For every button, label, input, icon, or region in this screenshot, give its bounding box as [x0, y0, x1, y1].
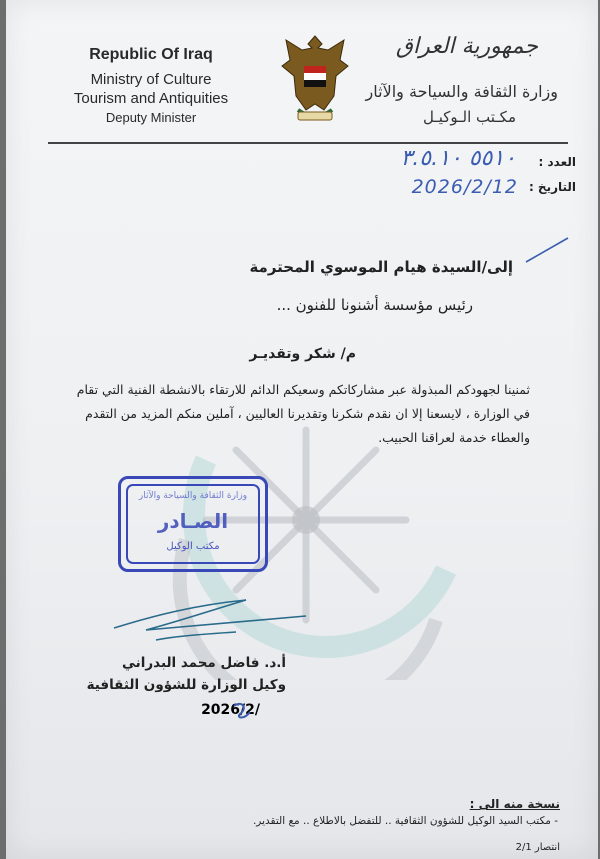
outgoing-stamp [118, 476, 268, 572]
stamp-ministry-text: وزارة الثقافة والسياحة والآثار [138, 491, 248, 501]
letter-subject: م/ شكر وتقديـر [249, 346, 356, 362]
stamp-office-text: مكتب الوكيل [166, 541, 220, 552]
copy-to-item: - مكتب السيد الوكيل للشؤون الثقافية .. للتفضل بالاطلاع .. مع التقدير. [252, 815, 558, 827]
page-number: انتصار 2/1 [515, 842, 560, 853]
header-country-ar: جمهورية العراق [395, 34, 538, 59]
header-divider [48, 142, 568, 144]
recipient-title: رئيس مؤسسة أشنونا للفنون ... [276, 296, 473, 314]
signature-date: 2026/2/ [201, 702, 260, 718]
signatory-name: أ.د. فاضل محمد البدراني [122, 655, 286, 671]
letter-date: 2026/2/12 [411, 176, 518, 198]
signatory-title: وكيل الوزارة للشؤون الثقافية [86, 677, 286, 693]
document-page [6, 0, 598, 859]
stamp-outgoing-text: الصـادر [157, 509, 229, 533]
header-ministry-ar: وزارة الثقافة والسياحة والآثار [365, 82, 558, 101]
letter-body: ثمنينا لجهودكم المبذولة عبر مشاركاتكم وسعيكم الدائم للارتقاء بالانشطة الفنية التي تقام في الوزارة ، لايسعنا إلا ان نقدم شكرنا وتقديرنا العاليين ، آملين منكم المزيد من التقدم والعطاء خدمة لعراقنا الحبيب. [76, 382, 530, 445]
date-label: التاريخ : [528, 180, 576, 194]
header-country-en: Republic Of Iraq [89, 46, 213, 63]
recipient-name: إلى/السيدة هيام الموسوي المحترمة [249, 258, 513, 276]
header-ministry-en: Ministry of Culture Tourism and Antiquities [73, 71, 229, 107]
handwritten-check-mark [526, 238, 568, 262]
iraq-eagle-emblem-icon [278, 30, 352, 126]
reference-number: ٥٥١٠ ٣.٥.١٠ [400, 146, 516, 171]
reference-label: العدد : [538, 155, 576, 169]
header-office-ar: مكـتب الـوكيـل [422, 108, 516, 126]
header-office-en: Deputy Minister [105, 110, 197, 125]
copy-to-label: نسخة منه الى : [469, 797, 560, 811]
